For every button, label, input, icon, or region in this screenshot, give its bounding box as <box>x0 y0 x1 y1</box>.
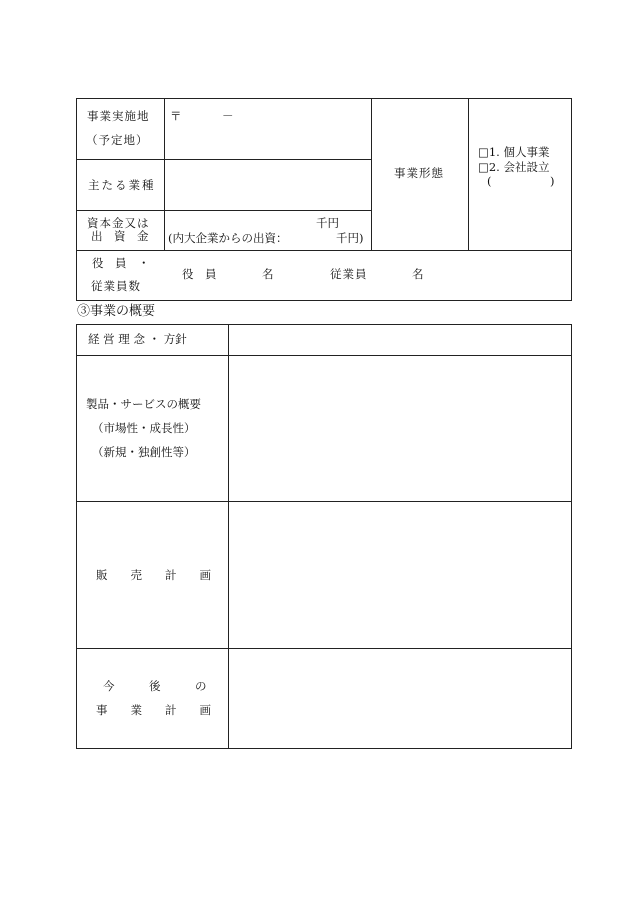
capital-label-line1: 資本金又は <box>87 216 150 230</box>
option-company[interactable]: □2. 会社設立 <box>478 160 550 174</box>
business-plan-label: 事 業 計 画 <box>96 703 211 717</box>
employees-label: 従業員 <box>330 267 368 281</box>
option-paren-open: ( <box>487 174 492 188</box>
capital-unit: 千円 <box>316 216 339 230</box>
table1-divider <box>164 98 165 250</box>
staff-label-line1: 役 員 ・ <box>92 256 150 270</box>
product-overview-label: 製品・サービスの概要 <box>86 397 201 411</box>
management-philosophy-label: 経 営 理 念 ・ 方針 <box>88 332 187 346</box>
table1-divider <box>468 98 469 250</box>
table2-divider <box>76 648 572 649</box>
officers-unit: 名 <box>262 267 274 281</box>
option-paren-close: ) <box>550 174 555 188</box>
staff-label-line2: 従業員数 <box>91 279 141 293</box>
capital-large-unit: 千円) <box>336 231 364 245</box>
table1-divider <box>76 210 371 211</box>
postal-dash: － <box>222 109 234 123</box>
employees-unit: 名 <box>412 267 424 281</box>
location-label-line2: （予定地） <box>86 133 149 147</box>
location-label-line1: 事業実施地 <box>87 109 150 123</box>
capital-label-line2: 出 資 金 <box>91 229 149 243</box>
officers-label: 役 員 <box>182 267 217 281</box>
business-form-label: 事業形態 <box>394 166 444 180</box>
table1-divider <box>76 250 572 251</box>
option-sole-proprietor[interactable]: □1. 個人事業 <box>478 145 550 159</box>
table2-divider <box>76 501 572 502</box>
business-info-table <box>76 98 572 301</box>
table2-divider <box>228 324 229 749</box>
future-label: 今 後 の <box>103 679 207 693</box>
table1-divider <box>371 98 372 250</box>
section3-title: ③事業の概要 <box>77 304 156 319</box>
product-overview-sub2: （新規・独創性等） <box>92 445 196 459</box>
sales-plan-label: 販 売 計 画 <box>96 568 211 582</box>
table2-divider <box>76 355 572 356</box>
postal-mark: 〒 <box>170 109 182 123</box>
product-overview-sub1: （市場性・成長性） <box>92 421 196 435</box>
capital-large-prefix: (内大企業からの出資： <box>168 231 288 245</box>
main-business-label: 主たる業種 <box>88 178 156 192</box>
table1-divider <box>76 159 371 160</box>
